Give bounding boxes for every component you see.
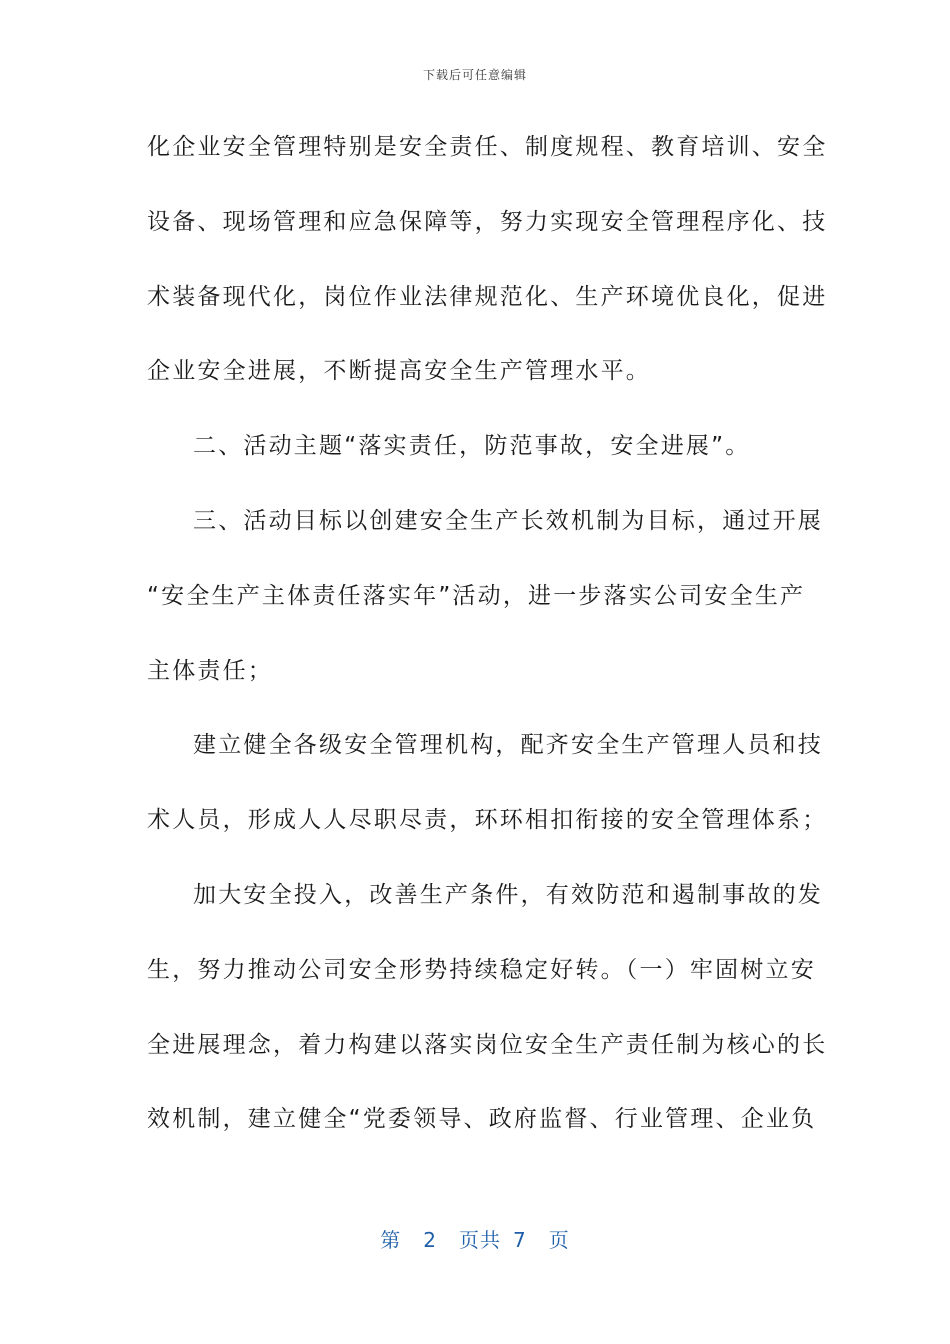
body-line: 效机制，建立健全“党委领导、政府监督、行业管理、企业负	[147, 1106, 817, 1133]
footer-middle: 页共	[459, 1228, 501, 1252]
body-line: 企业安全进展，不断提高安全生产管理水平。	[147, 358, 651, 385]
footer-current-page: 2	[423, 1228, 437, 1252]
footer-suffix: 页	[548, 1228, 570, 1252]
body-line: 术装备现代化，岗位作业法律规范化、生产环境优良化，促进	[147, 283, 828, 310]
body-line: 生，努力推动公司安全形势持续稳定好转。（一）牢固树立安	[147, 956, 816, 983]
body-line: “安全生产主体责任落实年”活动，进一步落实公司安全生产	[147, 582, 806, 609]
section-heading-goal: 三、活动目标以创建安全生产长效机制为目标，通过开展	[193, 507, 823, 534]
body-line: 主体责任；	[147, 657, 273, 684]
body-line: 术人员，形成人人尽职尽责，环环相扣衔接的安全管理体系；	[147, 807, 828, 834]
footer-prefix: 第	[380, 1228, 402, 1252]
page-header: 下载后可任意编辑	[422, 68, 527, 82]
section-heading-theme: 二、活动主题“落实责任，防范事故，安全进展”。	[193, 433, 751, 460]
footer-total-pages: 7	[513, 1228, 527, 1252]
body-line: 化企业安全管理特别是安全责任、制度规程、教育培训、安全	[147, 134, 828, 160]
document-body	[147, 120, 828, 1167]
paragraph-start: 建立健全各级安全管理机构，配齐安全生产管理人员和技	[193, 732, 823, 759]
body-line: 设备、现场管理和应急保障等，努力实现安全管理程序化、技	[147, 208, 828, 235]
body-line: 全进展理念，着力构建以落实岗位安全生产责任制为核心的长	[147, 1031, 828, 1058]
paragraph-start: 加大安全投入，改善生产条件，有效防范和遏制事故的发	[193, 881, 823, 908]
page-footer	[0, 1224, 950, 1253]
